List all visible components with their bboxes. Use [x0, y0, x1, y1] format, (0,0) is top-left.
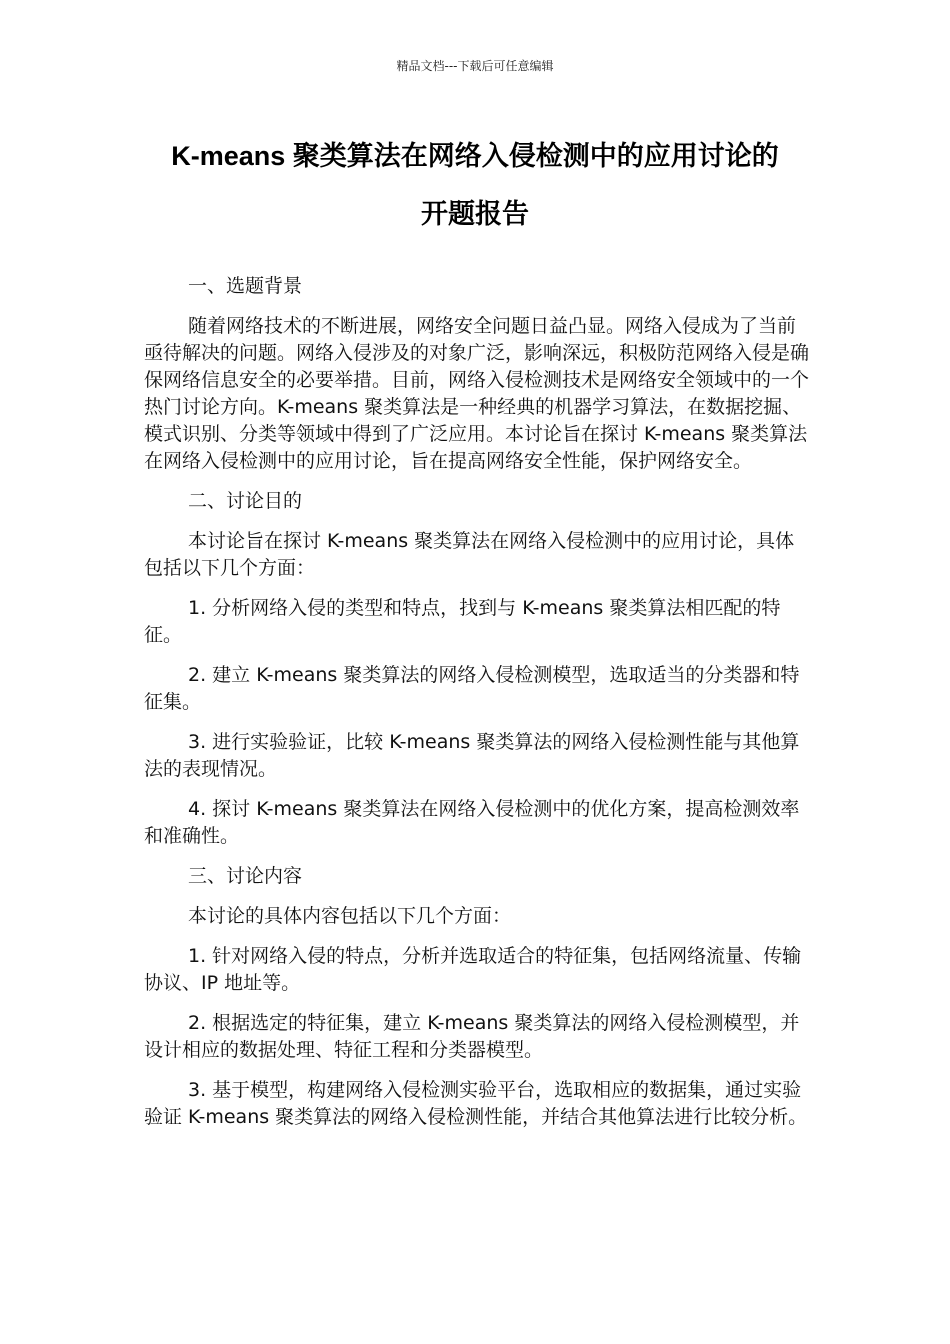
- paragraph-purpose-intro: 本讨论旨在探讨 K-means 聚类算法在网络入侵检测中的应用讨论，具体包括以下几个方面：: [144, 530, 795, 579]
- paragraph-content-intro: 本讨论的具体内容包括以下几个方面：: [188, 905, 512, 927]
- list-item-purpose-3: 3. 进行实验验证，比较 K-means 聚类算法的网络入侵检测性能与其他算法的表现情况。: [144, 731, 800, 780]
- document-title-line-2: 开题报告: [421, 199, 529, 229]
- list-item-content-3: 3. 基于模型，构建网络入侵检测实验平台，选取相应的数据集，通过实验验证 K-means 聚类算法的网络入侵检测性能，并结合其他算法进行比较分析。: [144, 1079, 808, 1128]
- section-heading-content: 三、讨论内容: [188, 865, 303, 887]
- list-item-purpose-2: 2. 建立 K-means 聚类算法的网络入侵检测模型，选取适当的分类器和特征集。: [144, 664, 800, 713]
- list-item-purpose-4: 4. 探讨 K-means 聚类算法在网络入侵检测中的优化方案，提高检测效率和准确性。: [144, 798, 800, 847]
- paragraph-background: 随着网络技术的不断进展，网络安全问题日益凸显。网络入侵成为了当前亟待解决的问题。网络入侵涉及的对象广泛，影响深远，积极防范网络入侵是确保网络信息安全的必要举措。目前，网络入侵检测技术是网络安全领域中的一个热门讨论方向。K-means 聚类算法是一种经典的机器学习算法，在数据挖掘、模式识别、分类等领域中得到了广泛应用。本讨论旨在探讨 K-means 聚类算法在网络入侵检测中的应用讨论，旨在提高网络安全性能，保护网络安全。: [144, 315, 810, 472]
- document-body: [144, 273, 810, 1144]
- list-item-content-1: 1. 针对网络入侵的特点，分析并选取适合的特征集，包括网络流量、传输协议、IP 地址等。: [144, 945, 802, 994]
- list-item-content-2: 2. 根据选定的特征集，建立 K-means 聚类算法的网络入侵检测模型，并设计相应的数据处理、特征工程和分类器模型。: [144, 1012, 800, 1061]
- section-heading-purpose: 二、讨论目的: [188, 490, 303, 512]
- list-item-purpose-1: 1. 分析网络入侵的类型和特点，找到与 K-means 聚类算法相匹配的特征。: [144, 597, 781, 646]
- document-title-line-1: K-means 聚类算法在网络入侵检测中的应用讨论的: [171, 141, 779, 171]
- page-header-note: 精品文档---下载后可任意编辑: [396, 59, 554, 73]
- section-heading-background: 一、选题背景: [188, 275, 303, 297]
